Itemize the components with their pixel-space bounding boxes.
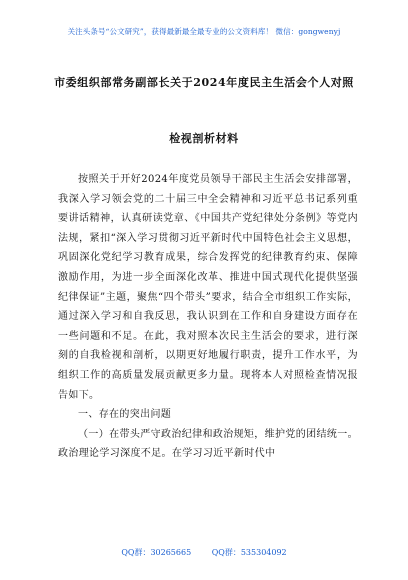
footer-qq-group-2: QQ群：535304092 (211, 548, 287, 557)
footer-contacts (0, 547, 408, 558)
document-body (58, 170, 358, 464)
header-banner: 关注头条号“公文研究”，获得最新最全最专业的公文资料库！ 微信：gongwenyj (67, 27, 341, 36)
document-title-line-1: 市委组织部常务副部长关于2024年度民主生活会个人对照 (54, 76, 354, 89)
intro-paragraph: 按照关于开好2024年度党员领导干部民主生活会安排部署，我深入学习领会党的二十届三中全会精神和习近平总书记系列重要讲话精神，认真研读党章、《中国共产党纪律处分条例》等党内法规，紧扣“深入学习贯彻习近平新时代中国特色社会主义思想，巩固深化党纪学习教育成果，综合发挥党的纪律教育约束、保障激励作用，为进一步全面深化改革、推进中国式现代化提供坚强纪律保证”主题，聚焦“四个带头”要求，结合全市组织工作实际，通过深入学习和自我反思，我认识到在工作和自身建设方面存在一些问题和不足。在此，我对照本次民主生活会的要求，进行深刻的自我检视和剖析，以期更好地履行职责，提升工作水平，为组织工作的高质量发展贡献更多力量。现将本人对照检查情况报告如下。 (58, 174, 358, 401)
footer-qq-group-1: QQ群：30265665 (121, 548, 192, 557)
document-title-line-2: 检视剖析材料 (169, 132, 239, 145)
subsection-paragraph: （一）在带头严守政治纪律和政治规矩，维护党的团结统一。政治理论学习深度不足。在学习习近平新时代中 (58, 428, 358, 460)
section-heading: 一、存在的突出问题 (78, 409, 172, 421)
